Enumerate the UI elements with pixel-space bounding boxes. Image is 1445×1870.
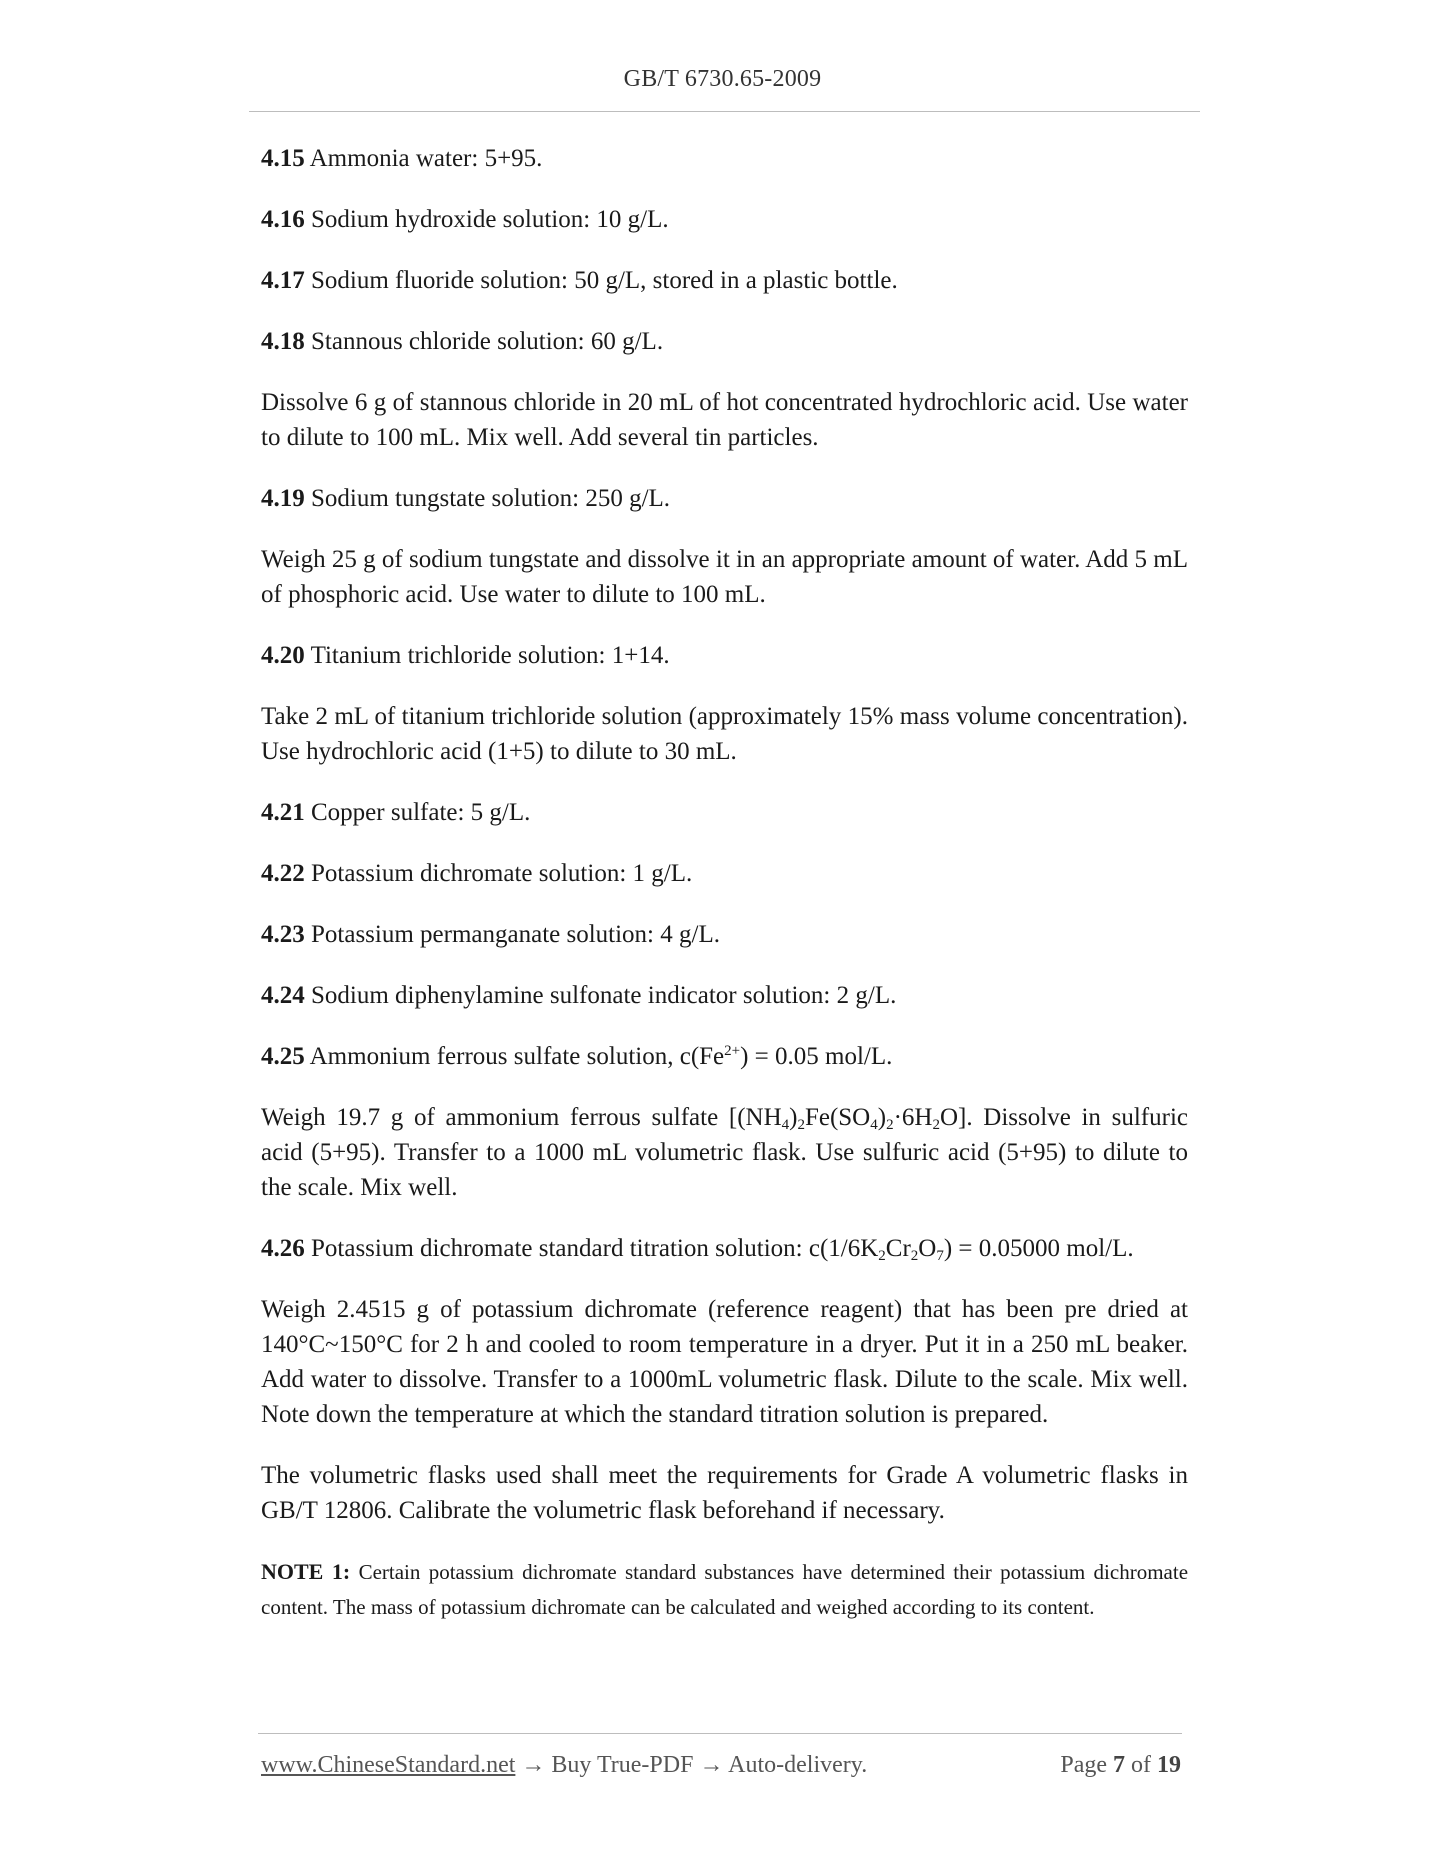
document-body [261,141,1188,1625]
clause-4-19 [261,481,1188,516]
clause-4-15 [261,141,1188,176]
total-pages: 19 [1157,1752,1181,1778]
clause-4-20-body: Take 2 mL of titanium trichloride solution (approximately 15% mass volume concentration). Use hydrochloric acid (1+5) to dilute to 30 mL. [261,703,1188,765]
note-label: NOTE 1: [261,1559,351,1584]
page-header-standard-id: GB/T 6730.65-2009 [623,66,822,92]
clause-number: 4.23 [261,921,305,948]
text-run: ) [789,1104,798,1131]
text-run: ) [877,1104,887,1131]
subscript: 2 [797,1117,805,1133]
footer-divider [258,1733,1182,1734]
note-text: Certain potassium dichromate standard substances have determined their potassium dichromate content. The mass of potassium dichromate can be calculated and weighed according to its content. [261,1560,1189,1619]
clause-text: Copper sulfate: 5 g/L. [311,799,531,826]
clause-4-17 [261,263,1188,298]
subscript: 2 [886,1117,894,1133]
auto-delivery-text: Auto-delivery. [728,1752,868,1778]
clause-text: ) = 0.05 mol/L. [740,1043,893,1070]
text-run: Weigh 19.7 g of ammonium ferrous sulfate [(NH [261,1104,782,1131]
clause-4-18-body: Dissolve 6 g of stannous chloride in 20 mL of hot concentrated hydrochloric acid. Use water to dilute to 100 mL. Mix well. Add several tin particles. [261,389,1188,451]
text-run: Cr [885,1235,911,1262]
clause-4-22 [261,856,1188,891]
text-run: O]. Dissolve in sulfuric acid (5+95). Transfer to a 1000 mL volumetric flask. Use sulfuric acid (5+95) to dilute to the scale. Mix well. [261,1104,1188,1201]
clause-4-21 [261,795,1188,830]
clause-4-25 [261,1039,1188,1074]
text-run: ) = 0.05000 mol/L. [943,1235,1134,1262]
clause-number: 4.20 [261,642,305,669]
clause-4-26 [261,1231,1188,1266]
footer-promo [261,1752,867,1779]
subscript: 4 [870,1117,878,1133]
clause-number: 4.21 [261,799,305,826]
clause-4-26-body: Weigh 2.4515 g of potassium dichromate (reference reagent) that has been pre dried at 140°C~150°C for 2 h and cooled to room temperature in a dryer. Put it in a 250 mL beaker. Add water to dissolve. Transfer to a 1000mL volumetric flask. Dilute to the scale. Mix well. Note down the temperature at which the standard titration solution is prepared. [261,1296,1188,1428]
clause-number: 4.15 [261,145,305,172]
header-divider [249,111,1200,112]
clause-text: Sodium hydroxide solution: 10 g/L. [311,206,669,233]
clause-4-24 [261,978,1188,1013]
arrow-right-icon: → [699,1752,724,1778]
buy-true-pdf-text: Buy True-PDF [551,1752,694,1778]
clause-text: Sodium tungstate solution: 250 g/L. [311,485,671,512]
subscript: 2 [932,1117,940,1133]
text-run: O [918,1235,937,1262]
website-link[interactable]: www.ChineseStandard.net [261,1752,516,1778]
current-page: 7 [1113,1752,1125,1778]
clause-text: Sodium fluoride solution: 50 g/L, stored in a plastic bottle. [311,267,898,294]
of-label: of [1131,1752,1151,1778]
clause-text: Sodium diphenylamine sulfonate indicator solution: 2 g/L. [311,982,897,1009]
clause-text: Ammonium ferrous sulfate solution, c(Fe [309,1043,725,1070]
clause-text: Potassium dichromate solution: 1 g/L. [311,860,693,887]
clause-4-16 [261,202,1188,237]
clause-number: 4.16 [261,206,305,233]
subscript: 4 [781,1117,790,1133]
superscript: 2+ [724,1043,741,1059]
text-run: ·6H [893,1104,933,1131]
clause-4-23 [261,917,1188,952]
clause-4-25-body [261,1100,1188,1205]
subscript: 2 [878,1248,886,1264]
clause-number: 4.25 [261,1043,305,1070]
clause-number: 4.17 [261,267,305,294]
clause-number: 4.19 [261,485,305,512]
note-1 [261,1554,1188,1625]
subscript: 7 [936,1248,944,1264]
text-run: Fe(SO [804,1104,871,1131]
subscript: 2 [910,1248,919,1264]
clause-text: Titanium trichloride solution: 1+14. [310,642,670,669]
page-label: Page [1060,1752,1107,1778]
page-footer [261,1752,1181,1788]
clause-4-18 [261,324,1188,359]
clause-4-19-body: Weigh 25 g of sodium tungstate and dissolve it in an appropriate amount of water. Add 5 mL of phosphoric acid. Use water to dilute to 100 mL. [261,546,1188,608]
arrow-right-icon: → [521,1752,546,1778]
clause-text: Potassium permanganate solution: 4 g/L. [311,921,720,948]
clause-text: Ammonia water: 5+95. [309,145,543,172]
clause-4-26-flask-requirement: The volumetric flasks used shall meet the requirements for Grade A volumetric flasks in GB/T 12806. Calibrate the volumetric flask beforehand if necessary. [261,1462,1188,1524]
clause-number: 4.22 [261,860,305,887]
clause-number: 4.24 [261,982,305,1009]
clause-number: 4.26 [261,1235,305,1262]
clause-text: Stannous chloride solution: 60 g/L. [311,328,664,355]
clause-number: 4.18 [261,328,305,355]
clause-4-20 [261,638,1188,673]
text-run: Potassium dichromate standard titration solution: c(1/6K [311,1235,879,1262]
page-number [1060,1752,1181,1779]
